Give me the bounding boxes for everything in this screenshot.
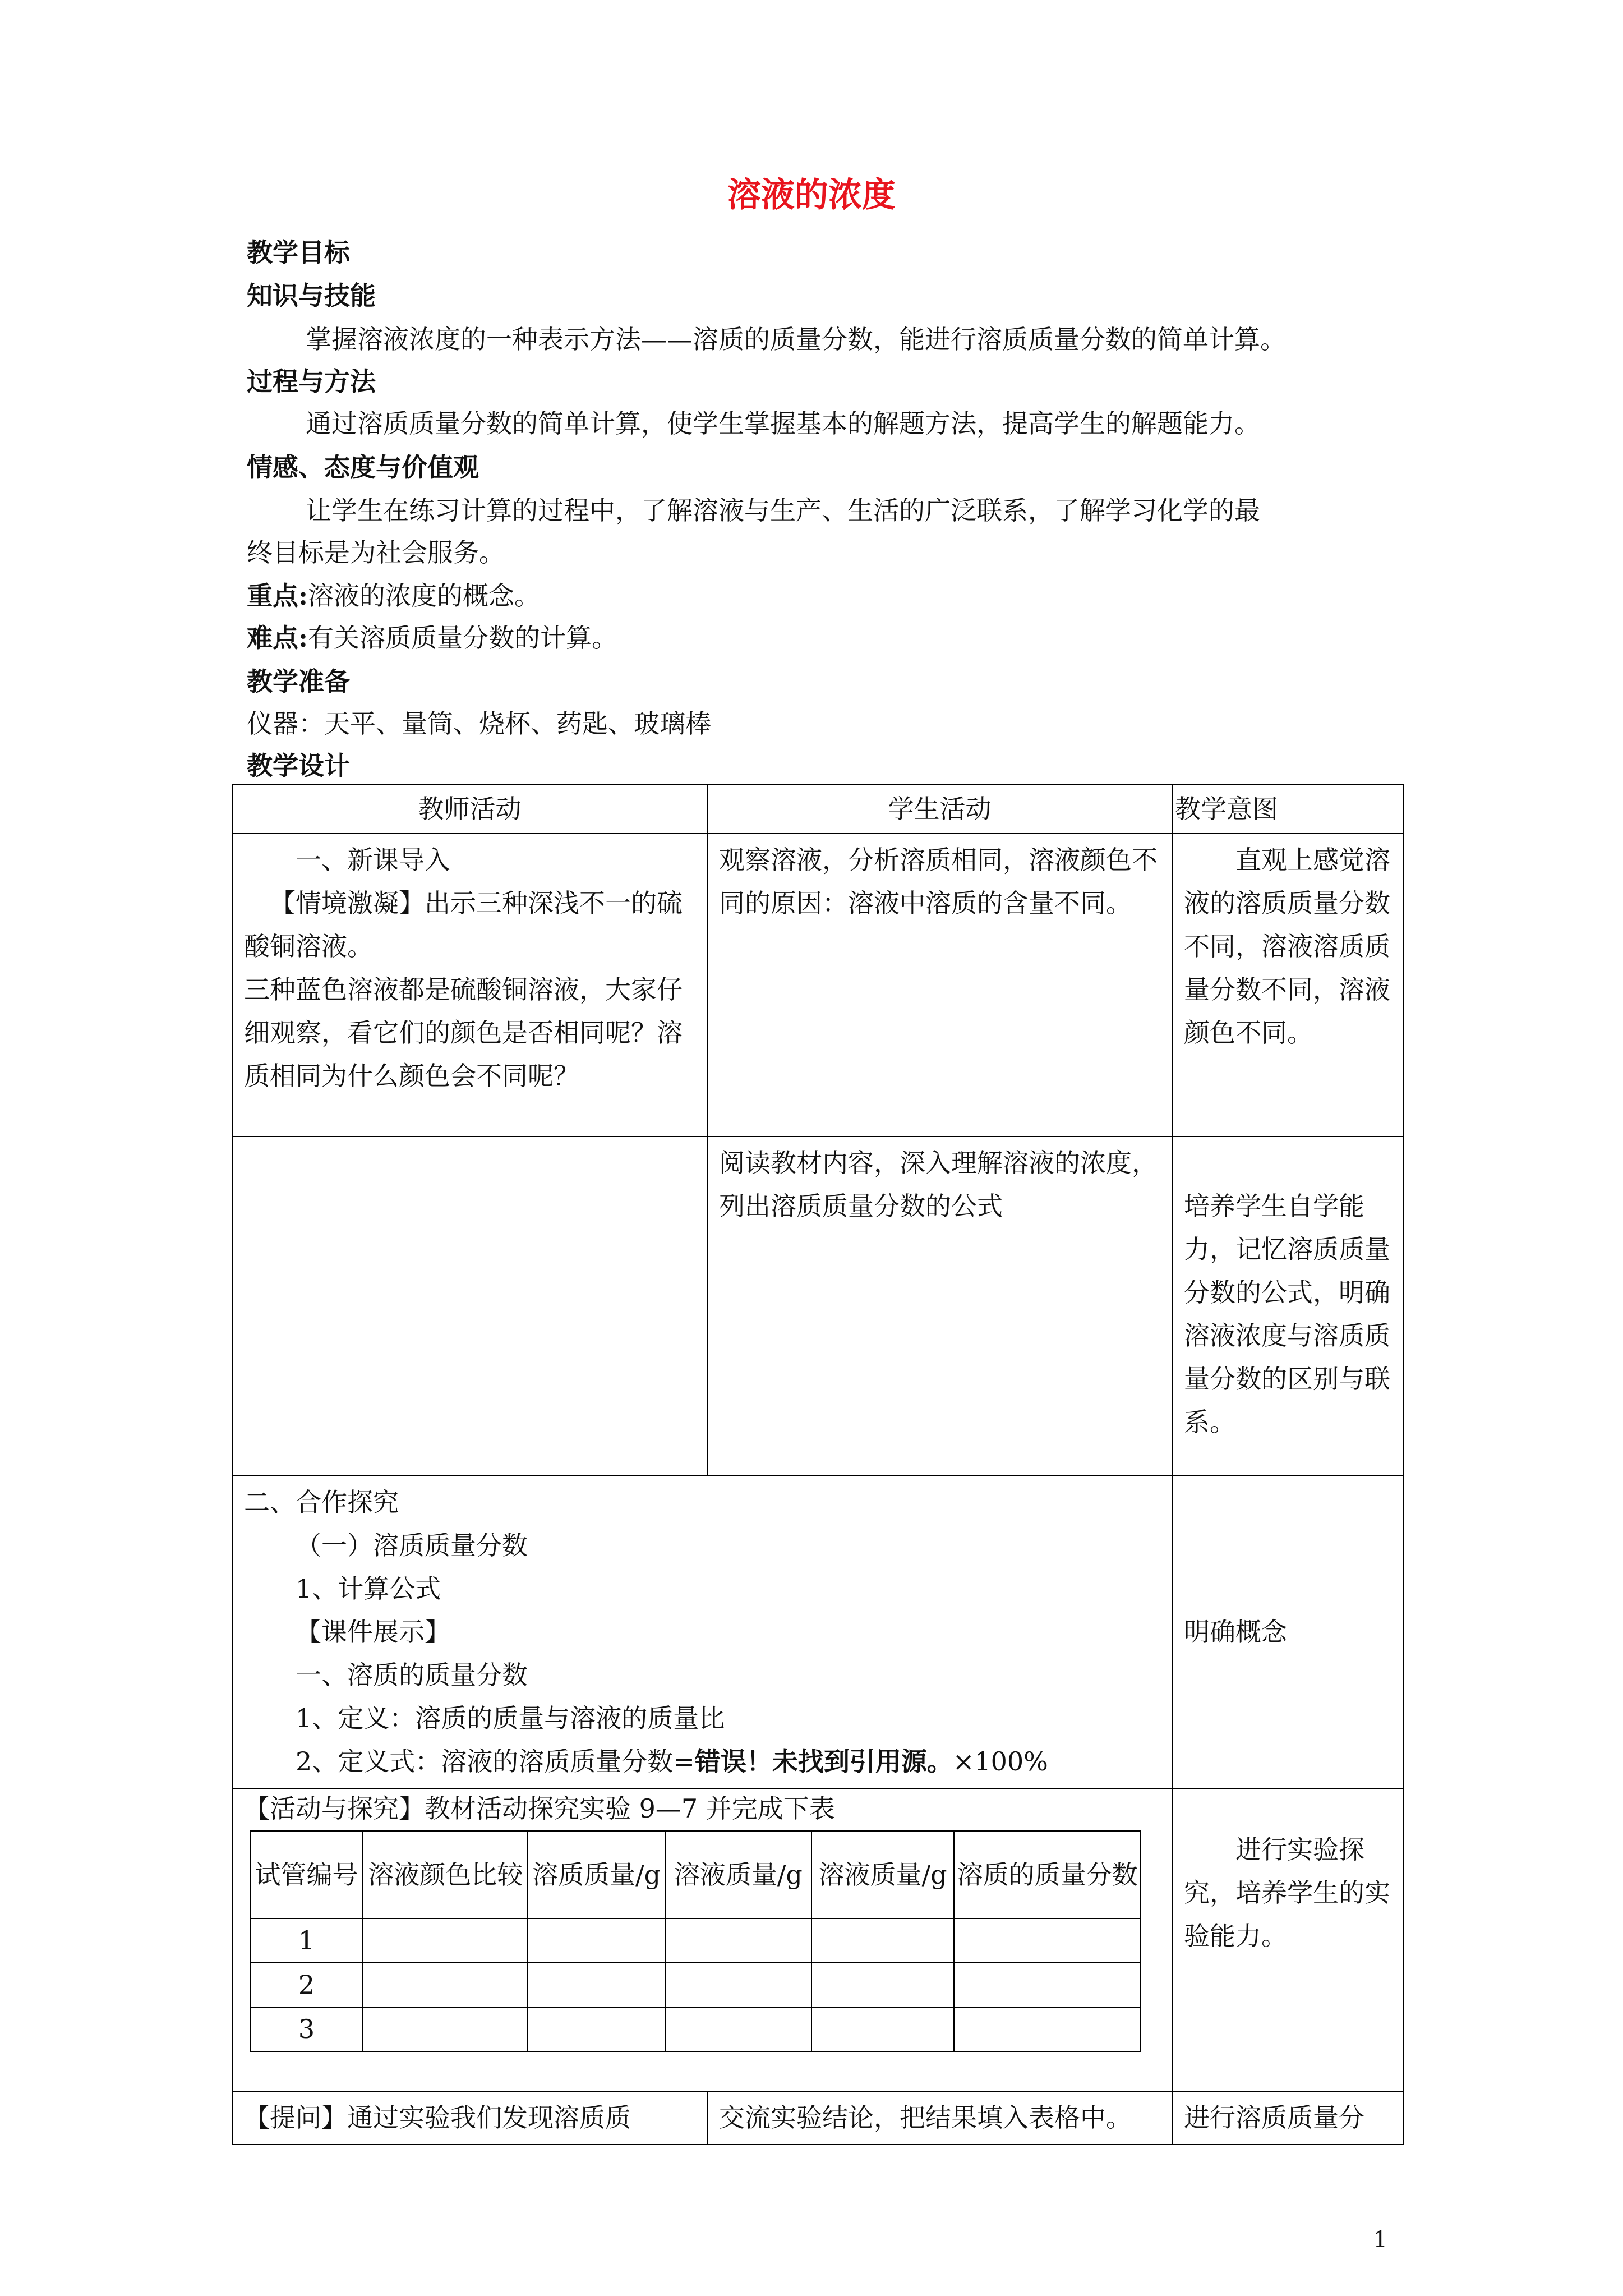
difficulty-text: 有关溶质质量分数的计算。: [307, 623, 617, 653]
row3-line: 1、计算公式: [296, 1573, 441, 1604]
experiment-header-row: [250, 1831, 1141, 1918]
exp-cell[interactable]: [954, 1918, 1141, 1963]
exp-header: 溶质质量/g: [528, 1831, 665, 1918]
row3-content: [232, 1476, 1172, 1788]
exp-cell[interactable]: [665, 1963, 811, 2007]
experiment-row: [250, 2007, 1141, 2051]
row1-intent: [1172, 834, 1403, 1137]
process-heading: 过程与方法: [247, 366, 376, 397]
header-intent: 教学意图: [1172, 785, 1403, 834]
exp-cell[interactable]: [811, 1918, 954, 1963]
exp-cell[interactable]: [954, 1963, 1141, 2007]
exp-cell[interactable]: [528, 1918, 665, 1963]
exp-header: 溶液颜色比较: [363, 1831, 528, 1918]
emotion-text-1: 让学生在练习计算的过程中，了解溶液与生产、生活的广泛联系，了解学习化学的最: [306, 495, 1260, 526]
row4-content: [232, 1788, 1172, 2091]
row5-intent: 进行溶质质量分: [1172, 2091, 1403, 2145]
exp-row-number: 1: [250, 1918, 363, 1963]
row5-teacher: 【提问】通过实验我们发现溶质质: [232, 2091, 707, 2145]
process-text: 通过溶质质量分数的简单计算，使学生掌握基本的解题方法，提高学生的解题能力。: [306, 408, 1260, 439]
formula-prefix: 2、定义式：溶液的溶质质量分数=: [296, 1746, 695, 1777]
exp-cell[interactable]: [665, 2007, 811, 2051]
design-heading: 教学设计: [247, 751, 350, 781]
row1-teacher-para2: 【情境激凝】出示三种深浅不一的硫酸铜溶液。: [244, 888, 683, 961]
table-row: [232, 834, 1403, 1137]
row4-intent-text: 进行实验探究，培养学生的实验能力。: [1184, 1834, 1390, 1951]
page-number: 1: [1373, 2227, 1387, 2253]
key-point: [247, 579, 540, 613]
row2-intent-text: 培养学生自学能力，记忆溶质质量分数的公式，明确溶液浓度与溶质质量分数的区别与联系。: [1184, 1191, 1390, 1437]
row1-intent-text: 直观上感觉溶液的溶质质量分数不同，溶液溶质质量分数不同，溶液颜色不同。: [1184, 845, 1390, 1048]
exp-header: 溶液质量/g: [665, 1831, 811, 1918]
experiment-table: [250, 1830, 1141, 2052]
row3-line: 一、溶质的质量分数: [296, 1660, 528, 1690]
exp-cell[interactable]: [363, 2007, 528, 2051]
exp-row-number: 2: [250, 1963, 363, 2007]
exp-cell[interactable]: [363, 1963, 528, 2007]
page-title: 溶液的浓度: [727, 176, 896, 215]
row2-intent: [1172, 1137, 1403, 1476]
instruments: 仪器：天平、量筒、烧杯、药匙、玻璃棒: [247, 708, 711, 739]
emotion-heading: 情感、态度与价值观: [247, 452, 479, 482]
row5-student: 交流实验结论，把结果填入表格中。: [707, 2091, 1172, 2145]
row3-line: 二、合作探究: [244, 1487, 399, 1517]
difficulty-label: 难点:: [247, 623, 308, 653]
exp-cell[interactable]: [528, 1963, 665, 2007]
exp-header: 试管编号: [250, 1831, 363, 1918]
row3-line: 1、定义：溶质的质量与溶液的质量比: [296, 1703, 725, 1733]
design-table: [232, 784, 1404, 2145]
formula-error: 错误！未找到引用源。: [694, 1746, 953, 1777]
exp-cell[interactable]: [954, 2007, 1141, 2051]
table-row: [232, 1476, 1403, 1788]
exp-header: 溶液质量/g: [811, 1831, 954, 1918]
exp-header: 溶质的质量分数: [954, 1831, 1141, 1918]
table-header-row: [232, 785, 1403, 834]
preparation-heading: 教学准备: [247, 666, 350, 697]
experiment-row: [250, 1963, 1141, 2007]
row4-intent: [1172, 1788, 1403, 2091]
table-row: [232, 1788, 1403, 2091]
exp-cell[interactable]: [363, 1918, 528, 1963]
row1-teacher: [232, 834, 707, 1137]
header-student: 学生活动: [707, 785, 1172, 834]
emotion-text-2: 终目标是为社会服务。: [247, 537, 505, 568]
table-row: [232, 1137, 1403, 1476]
knowledge-text: 掌握溶液浓度的一种表示方法——溶质的质量分数，能进行溶质质量分数的简单计算。: [306, 324, 1286, 355]
exp-cell[interactable]: [811, 1963, 954, 2007]
row3-line: 【课件展示】: [296, 1617, 450, 1647]
key-point-text: 溶液的浓度的概念。: [307, 581, 540, 611]
row1-teacher-para3: 三种蓝色溶液都是硫酸铜溶液，大家仔细观察，看它们的颜色是否相同呢？溶质相同为什么颜色会不同呢？: [244, 974, 683, 1091]
row3-intent: 明确概念: [1172, 1476, 1403, 1788]
row3-formula: [244, 1740, 1160, 1783]
table-row: [232, 2091, 1403, 2145]
row4-activity: 【活动与探究】教材活动探究实验 9—7 并完成下表: [244, 1793, 835, 1824]
row3-line: （一）溶质质量分数: [296, 1530, 528, 1561]
formula-suffix: ×100%: [952, 1746, 1048, 1777]
objectives-heading: 教学目标: [247, 237, 350, 268]
experiment-row: [250, 1918, 1141, 1963]
row2-teacher: [232, 1137, 707, 1476]
row1-student: 观察溶液，分析溶质相同，溶液颜色不同的原因：溶液中溶质的含量不同。: [707, 834, 1172, 1137]
key-point-label: 重点:: [247, 581, 308, 611]
exp-cell[interactable]: [665, 1918, 811, 1963]
row2-student: 阅读教材内容，深入理解溶液的浓度，列出溶质质量分数的公式: [707, 1137, 1172, 1476]
knowledge-heading: 知识与技能: [247, 280, 376, 311]
header-teacher: 教师活动: [232, 785, 707, 834]
row1-teacher-line1: 一、新课导入: [296, 845, 450, 875]
difficulty: [247, 621, 617, 655]
exp-row-number: 3: [250, 2007, 363, 2051]
exp-cell[interactable]: [811, 2007, 954, 2051]
exp-cell[interactable]: [528, 2007, 665, 2051]
